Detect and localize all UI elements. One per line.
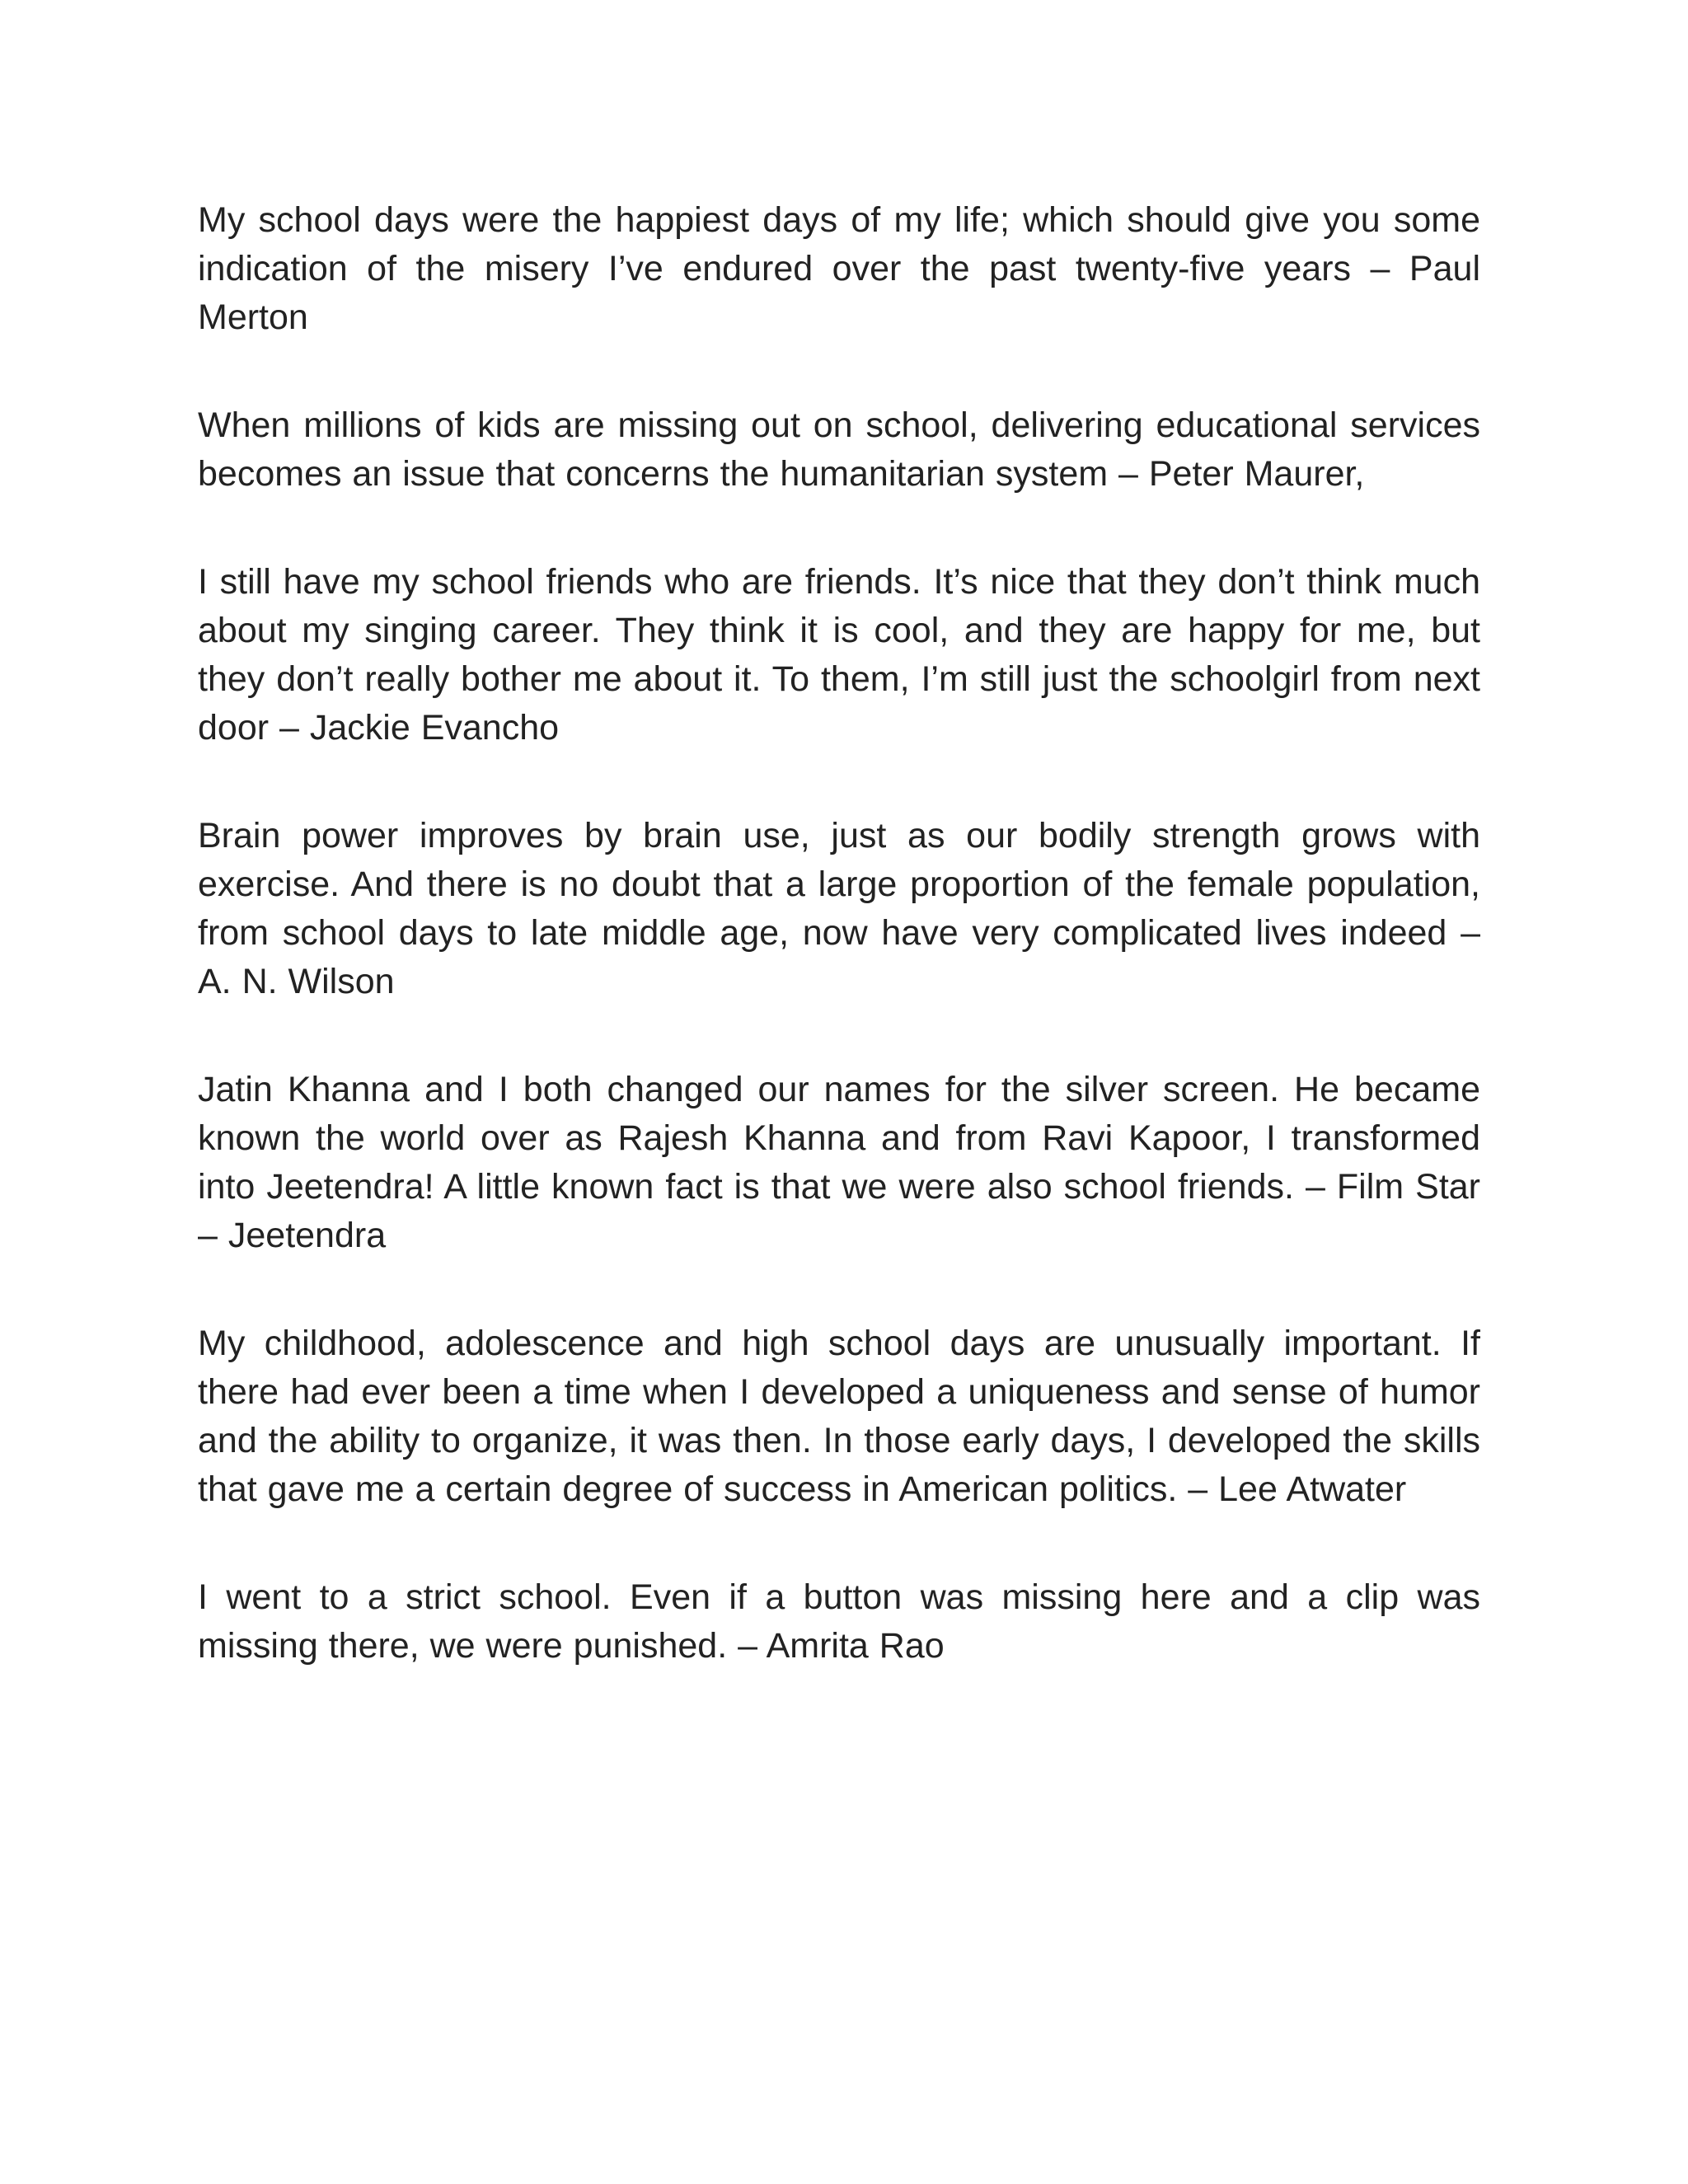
quote-paragraph: When millions of kids are missing out on school, delivering educational services becomes an issue that concerns the humanitarian system – Peter Maurer, xyxy=(198,405,1480,494)
quote-paragraph: My school days were the happiest days of my life; which should give you some indication of the misery I’ve endured over the past twenty-five years – Paul Merton xyxy=(198,200,1480,337)
quote-paragraph: Jatin Khanna and I both changed our names for the silver screen. He became known the world over as Rajesh Khanna and from Ravi Kapoor, I transformed into Jeetendra! A little known fact is that we were also school friends. – Film Star – Jeetendra xyxy=(198,1070,1480,1255)
quote-paragraph: I still have my school friends who are friends. It’s nice that they don’t think much about my singing career. They think it is cool, and they are happy for me, but they don’t really bother me about it. To them, I’m still just the schoolgirl from next door – Jackie Evancho xyxy=(198,562,1480,748)
document-body xyxy=(198,196,1480,1730)
quote-paragraph: Brain power improves by brain use, just as our bodily strength grows with exercise. And there is no doubt that a large proportion of the female population, from school days to late middle age, now have very complicated lives indeed – A. N. Wilson xyxy=(198,816,1480,1001)
quote-paragraph: My childhood, adolescence and high school days are unusually important. If there had ever been a time when I developed a uniqueness and sense of humor and the ability to organize, it was then. In those early days, I developed the skills that gave me a certain degree of success in American politics. – Lee Atwater xyxy=(198,1324,1480,1509)
quote-paragraph: I went to a strict school. Even if a button was missing here and a clip was missing there, we were punished. – Amrita Rao xyxy=(198,1577,1480,1666)
